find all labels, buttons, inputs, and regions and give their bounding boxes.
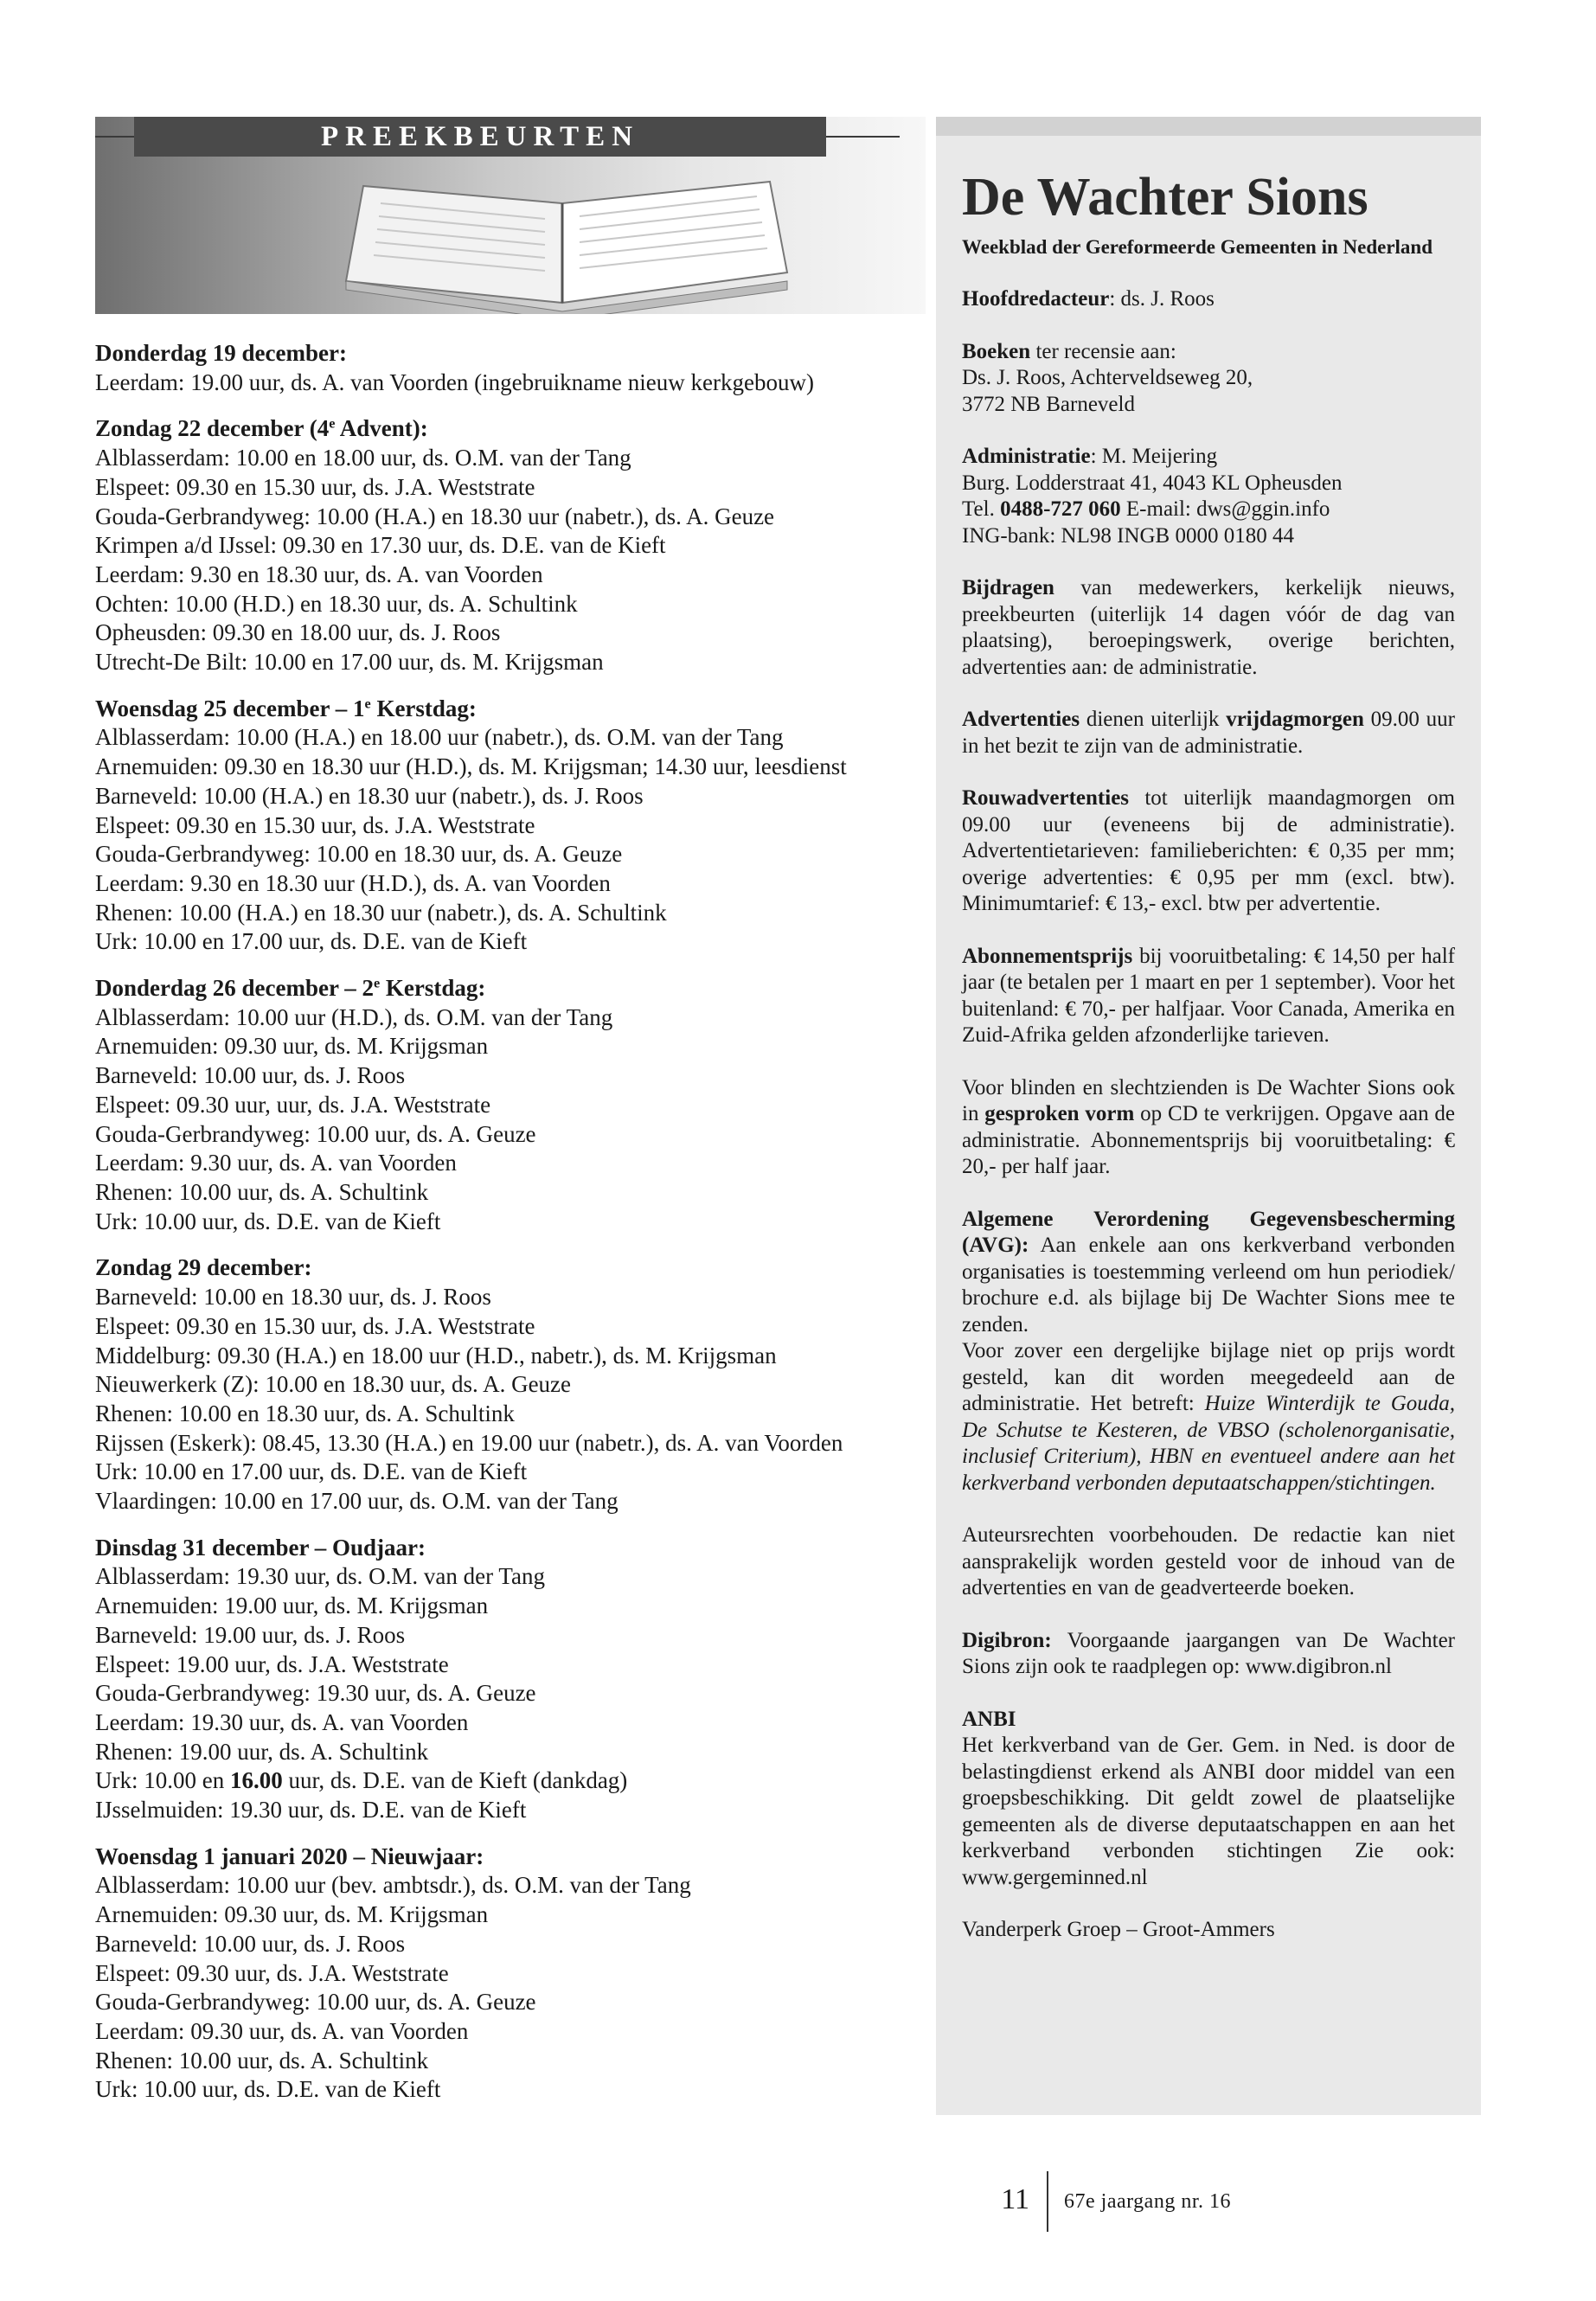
- advertisements-block: Advertenties dienen uiterlijk vrijdagmorgen 09.00 uur in het bezit te zijn van de administratie.: [962, 708, 1456, 758]
- schedule-line: Urk: 10.00 uur, ds. D.E. van de Kieft: [95, 1208, 441, 1234]
- schedule-line: Arnemuiden: 09.30 uur, ds. M. Krijgsman: [95, 1901, 489, 1928]
- header-banner: [95, 117, 926, 314]
- schedule-line: Urk: 10.00 en 17.00 uur, ds. D.E. van de Kieft: [95, 928, 528, 955]
- schedule-line: Alblasserdam: 10.00 (H.A.) en 18.00 uur (nabetr.), ds. O.M. van der Tang: [95, 724, 784, 751]
- anbi-block: ANBI Het kerkverband van de Ger. Gem. in Ned. is door de belastingdienst erkend als ANBI door middel van een groepsbeschikking. Dit geldt zowel de plaatselijke gemeenten als de diverse deputaatschappen en aan het kerkverband verbonden stichtingen Zie ook: www.gergeminned.nl: [962, 1707, 1455, 1889]
- schedule-line: Leerdam: 09.30 uur, ds. A. van Voorden: [95, 2017, 469, 2044]
- editor-block: Hoofdredacteur: ds. J. Roos: [962, 287, 1215, 311]
- schedule-line: Elspeet: 09.30 uur, uur, ds. J.A. Weststrate: [95, 1091, 491, 1118]
- schedule-line: Elspeet: 09.30 en 15.30 uur, ds. J.A. Weststrate: [95, 811, 535, 838]
- footer-divider: [1047, 2171, 1048, 2232]
- schedule-line: Alblasserdam: 19.30 uur, ds. O.M. van der Tang: [95, 1563, 545, 1590]
- schedule-line: Elspeet: 19.00 uur, ds. J.A. Weststrate: [95, 1650, 449, 1677]
- schedule-line: Leerdam: 9.30 en 18.30 uur, ds. A. van Voorden: [95, 561, 543, 587]
- schedule-section: [95, 1253, 926, 1516]
- schedule-section: [95, 414, 926, 676]
- masthead-subtitle: Weekblad der Gereformeerde Gemeenten in Nederland: [962, 236, 1433, 258]
- schedule-section: [95, 1534, 926, 1825]
- page-footer: [0, 2171, 1596, 2232]
- schedule-line: Barneveld: 19.00 uur, ds. J. Roos: [95, 1621, 406, 1648]
- section-heading: Donderdag 19 december:: [95, 340, 347, 366]
- schedule-section: [95, 974, 926, 1236]
- masthead-title: De Wachter Sions: [962, 168, 1368, 227]
- schedule-line: Middelburg: 09.30 (H.A.) en 18.00 uur (H.D., nabetr.), ds. M. Krijgsman: [95, 1342, 777, 1368]
- schedule-line: Krimpen a/d IJssel: 09.30 en 17.30 uur, ds. D.E. van de Kieft: [95, 532, 666, 559]
- printer-block: Vanderperk Groep – Groot-Ammers: [962, 1918, 1275, 1941]
- schedule-line: Elspeet: 09.30 en 15.30 uur, ds. J.A. Weststrate: [95, 1312, 535, 1339]
- schedule-line: Arnemuiden: 09.30 uur, ds. M. Krijgsman: [95, 1033, 489, 1060]
- section-heading: Zondag 29 december:: [95, 1254, 312, 1281]
- schedule-line: Rhenen: 10.00 uur, ds. A. Schultink: [95, 2047, 429, 2073]
- schedule-line: Utrecht-De Bilt: 10.00 en 17.00 uur, ds. M. Krijgsman: [95, 649, 604, 676]
- section-heading: Woensdag 25 december – 1e Kerstdag:: [95, 695, 477, 721]
- digibron-block: Digibron: Voorgaande jaargangen van De Wachter Sions zijn ook te raadplegen op: www.digibron.nl: [962, 1628, 1455, 1678]
- section-heading: Woensdag 1 januari 2020 – Nieuwjaar:: [95, 1843, 484, 1869]
- schedule-line: Alblasserdam: 10.00 en 18.00 uur, ds. O.M. van der Tang: [95, 445, 631, 471]
- schedule-line: Nieuwerkerk (Z): 10.00 en 18.30 uur, ds. A. Geuze: [95, 1371, 572, 1398]
- books-block: Boeken ter recensie aan: Ds. J. Roos, Achterveldseweg 20, 3772 NB Barneveld: [962, 339, 1253, 416]
- schedule-line: IJsselmuiden: 19.30 uur, ds. D.E. van de Kieft: [95, 1797, 527, 1823]
- page-title: PREEKBEURTEN: [134, 117, 826, 157]
- section-heading: Dinsdag 31 december – Oudjaar:: [95, 1534, 426, 1561]
- schedule-section: [95, 339, 926, 397]
- schedule-line: Vlaardingen: 10.00 en 17.00 uur, ds. O.M. van der Tang: [95, 1488, 619, 1515]
- volume-info: 67e jaargang nr. 16: [1064, 2190, 1232, 2213]
- audio-edition-block: Voor blinden en slechtzienden is De Wachter Sions ook in gesproken vorm op CD te verkrijgen. Opgave aan de administratie. Abonnementsprijs bij vooruitbetaling: € 20,- per half jaar.: [962, 1075, 1456, 1178]
- schedule-line: Opheusden: 09.30 en 18.00 uur, ds. J. Roos: [95, 619, 501, 646]
- section-heading: Donderdag 26 december – 2e Kerstdag:: [95, 975, 486, 1002]
- schedule-line: Gouda-Gerbrandyweg: 10.00 (H.A.) en 18.30 uur (nabetr.), ds. A. Geuze: [95, 503, 775, 529]
- schedule-line: Urk: 10.00 en 17.00 uur, ds. D.E. van de Kieft: [95, 1458, 528, 1485]
- schedule-line: Barneveld: 10.00 uur, ds. J. Roos: [95, 1930, 406, 1957]
- schedule-section: [95, 1843, 926, 2105]
- colophon: [936, 117, 1481, 2115]
- schedule-line: Leerdam: 19.30 uur, ds. A. van Voorden: [95, 1708, 469, 1735]
- schedule-line: Leerdam: 9.30 uur, ds. A. van Voorden: [95, 1150, 457, 1176]
- schedule-line: Arnemuiden: 09.30 en 18.30 uur (H.D.), ds. M. Krijgsman; 14.30 uur, leesdienst: [95, 753, 847, 780]
- page-number: 11: [1001, 2183, 1029, 2215]
- schedule-section: [95, 695, 926, 957]
- schedule-line: Elspeet: 09.30 uur, ds. J.A. Weststrate: [95, 1959, 449, 1986]
- subscription-block: Abonnementsprijs bij vooruitbetaling: € 14,50 per half jaar (te betalen per 1 maart en per 1 september). Voor het buitenland: € 70,- per halfjaar. Voor Canada, Amerika en Zuid-Afrika gelden afzonderlijke tarieven.: [962, 944, 1455, 1047]
- schedule-line: Rhenen: 19.00 uur, ds. A. Schultink: [95, 1738, 429, 1765]
- schedule-line: Leerdam: 9.30 en 18.30 uur (H.D.), ds. A. van Voorden: [95, 869, 611, 896]
- open-book-image: [329, 151, 813, 314]
- schedule-line: Urk: 10.00 en 16.00 uur, ds. D.E. van de Kieft (dankdag): [95, 1767, 628, 1794]
- schedule-line: Alblasserdam: 10.00 uur (H.D.), ds. O.M. van der Tang: [95, 1003, 613, 1030]
- schedule-line: Gouda-Gerbrandyweg: 19.30 uur, ds. A. Geuze: [95, 1680, 536, 1707]
- schedule-line: Ochten: 10.00 (H.D.) en 18.30 uur, ds. A. Schultink: [95, 590, 578, 617]
- schedule-line: Barneveld: 10.00 en 18.30 uur, ds. J. Roos: [95, 1284, 491, 1311]
- mourning-ads-block: Rouwadvertenties tot uiterlijk maandagmorgen om 09.00 uur (eveneens bij de administratie). Advertentietarieven: familieberichten: € 0,35 per mm; overige advertenties: € 0,95 per mm (excl. btw). Minimumtarief: € 13,- excl. btw per advertentie.: [962, 786, 1455, 915]
- schedule-line: Arnemuiden: 19.00 uur, ds. M. Krijgsman: [95, 1593, 489, 1619]
- schedule-line: Rhenen: 10.00 uur, ds. A. Schultink: [95, 1178, 429, 1205]
- copyright-block: Auteursrechten voorbehouden. De redactie kan niet aansprakelijk worden gesteld voor de inhoud van de advertenties en van de geadverteerde boeken.: [962, 1523, 1455, 1599]
- schedule-line: Rhenen: 10.00 (H.A.) en 18.30 uur (nabetr.), ds. A. Schultink: [95, 899, 667, 926]
- schedule-line: Barneveld: 10.00 (H.A.) en 18.30 uur (nabetr.), ds. J. Roos: [95, 782, 644, 809]
- schedule-line: Leerdam: 19.00 uur, ds. A. van Voorden (ingebruikname nieuw kerkgebouw): [95, 369, 814, 395]
- schedule-line: Barneveld: 10.00 uur, ds. J. Roos: [95, 1062, 406, 1089]
- administration-block: Administratie: M. Meijering Burg. Lodderstraat 41, 4043 KL Opheusden Tel. 0488-727 060 E-mail: dws@ggin.info ING-bank: NL98 INGB 0000 0180 44: [962, 445, 1343, 548]
- schedule-line: Gouda-Gerbrandyweg: 10.00 uur, ds. A. Geuze: [95, 1989, 536, 2016]
- section-heading: Zondag 22 december (4e Advent):: [95, 415, 428, 442]
- contributions-block: Bijdragen van medewerkers, kerkelijk nieuws, preekbeurten (uiterlijk 14 dagen vóór de dag van plaatsing), beroepingswerk, overige berichten, advertenties aan: de administratie.: [962, 576, 1455, 679]
- schedule-line: Urk: 10.00 uur, ds. D.E. van de Kieft: [95, 2076, 441, 2103]
- schedule-line: Rhenen: 10.00 en 18.30 uur, ds. A. Schultink: [95, 1400, 515, 1426]
- schedule-line: Gouda-Gerbrandyweg: 10.00 uur, ds. A. Geuze: [95, 1120, 536, 1147]
- avg-block: Algemene Verordening Gegevensbescherming (AVG): Aan enkele aan ons kerkverband verbonden organisaties is toestemming verleend om hun periodiek/ brochure e.d. als bijlage bij De Wachter Sions mee te zenden. Voor zover een dergelijke bijlage niet op prijs wordt gesteld, kan dit worden meegedeeld aan de administratie. Het betreft: Huize Winterdijk te Gouda, De Schutse te Kesteren, de VBSO (scholenorganisatie, inclusief Criterium), HBN en eventueel andere aan het kerkverband verbonden deputaatschappen/stichtingen.: [962, 1207, 1455, 1495]
- schedule-line: Alblasserdam: 10.00 uur (bev. ambtsdr.), ds. O.M. van der Tang: [95, 1872, 691, 1899]
- schedule-line: Gouda-Gerbrandyweg: 10.00 en 18.30 uur, ds. A. Geuze: [95, 841, 623, 868]
- sermon-schedule: [95, 339, 926, 2122]
- schedule-line: Rijssen (Eskerk): 08.45, 13.30 (H.A.) en 19.00 uur (nabetr.), ds. A. van Voorden: [95, 1429, 843, 1456]
- schedule-line: Elspeet: 09.30 en 15.30 uur, ds. J.A. Weststrate: [95, 473, 535, 500]
